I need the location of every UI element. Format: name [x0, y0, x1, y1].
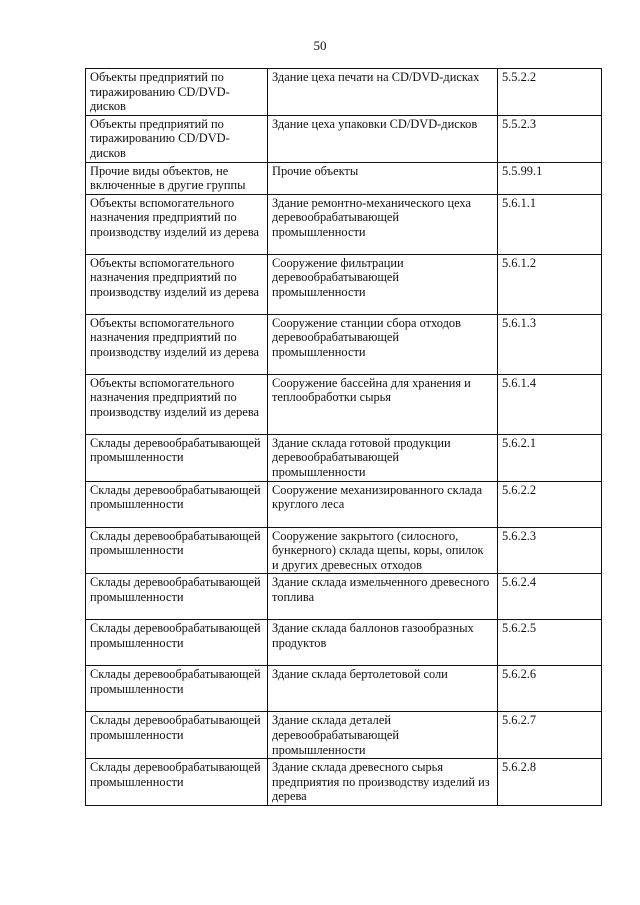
object-name-cell: Сооружение фильтрации деревообрабатывающей промышленности: [268, 254, 498, 314]
table-row: [86, 254, 602, 314]
object-name-cell: Сооружение бассейна для хранения и теплообработки сырья: [268, 374, 498, 434]
object-code-cell: 5.5.2.3: [498, 115, 602, 162]
classification-table: [85, 68, 602, 806]
object-group-cell: Объекты вспомогательного назначения предприятий по производству изделий из дерева: [86, 374, 268, 434]
object-group-cell: Склады деревообрабатывающей промышленности: [86, 666, 268, 712]
object-code-cell: 5.5.99.1: [498, 162, 602, 194]
table-row: [86, 620, 602, 666]
object-group-cell: Объекты вспомогательного назначения предприятий по производству изделий из дерева: [86, 194, 268, 254]
object-name-cell: Здание склада баллонов газообразных продуктов: [268, 620, 498, 666]
object-group-cell: Объекты предприятий по тиражированию CD/DVD-дисков: [86, 115, 268, 162]
object-code-cell: 5.6.2.5: [498, 620, 602, 666]
table-row: [86, 314, 602, 374]
object-group-cell: Прочие виды объектов, не включенные в другие группы: [86, 162, 268, 194]
table-body: [86, 69, 602, 806]
object-group-cell: Склады деревообрабатывающей промышленности: [86, 759, 268, 806]
object-group-cell: Склады деревообрабатывающей промышленности: [86, 712, 268, 759]
object-group-cell: Склады деревообрабатывающей промышленности: [86, 434, 268, 481]
table-row: [86, 194, 602, 254]
object-name-cell: Здание цеха упаковки CD/DVD-дисков: [268, 115, 498, 162]
object-name-cell: Здание склада бертолетовой соли: [268, 666, 498, 712]
object-code-cell: 5.5.2.2: [498, 69, 602, 116]
object-code-cell: 5.6.2.4: [498, 574, 602, 620]
table-row: [86, 115, 602, 162]
table-row: [86, 481, 602, 527]
object-name-cell: Сооружение механизированного склада круглого леса: [268, 481, 498, 527]
table-row: [86, 666, 602, 712]
object-group-cell: Объекты вспомогательного назначения предприятий по производству изделий из дерева: [86, 254, 268, 314]
object-name-cell: Здание склада готовой продукции деревообрабатывающей промышленности: [268, 434, 498, 481]
table-row: [86, 69, 602, 116]
object-name-cell: Здание склада древесного сырья предприятия по производству изделий из дерева: [268, 759, 498, 806]
table-row: [86, 759, 602, 806]
table-row: [86, 434, 602, 481]
object-group-cell: Склады деревообрабатывающей промышленности: [86, 481, 268, 527]
table-row: [86, 712, 602, 759]
object-code-cell: 5.6.2.2: [498, 481, 602, 527]
object-code-cell: 5.6.1.4: [498, 374, 602, 434]
object-code-cell: 5.6.1.3: [498, 314, 602, 374]
object-code-cell: 5.6.1.1: [498, 194, 602, 254]
object-name-cell: Прочие объекты: [268, 162, 498, 194]
object-name-cell: Здание цеха печати на CD/DVD-дисках: [268, 69, 498, 116]
object-code-cell: 5.6.1.2: [498, 254, 602, 314]
object-group-cell: Объекты предприятий по тиражированию CD/DVD-дисков: [86, 69, 268, 116]
table-row: [86, 574, 602, 620]
object-code-cell: 5.6.2.6: [498, 666, 602, 712]
object-group-cell: Объекты вспомогательного назначения предприятий по производству изделий из дерева: [86, 314, 268, 374]
page-number: 50: [313, 38, 327, 53]
object-name-cell: Сооружение станции сбора отходов деревообрабатывающей промышленности: [268, 314, 498, 374]
object-code-cell: 5.6.2.8: [498, 759, 602, 806]
object-name-cell: Сооружение закрытого (силосного, бункерного) склада щепы, коры, опилок и других древесных отходов: [268, 527, 498, 574]
table-row: [86, 527, 602, 574]
object-code-cell: 5.6.2.1: [498, 434, 602, 481]
object-group-cell: Склады деревообрабатывающей промышленности: [86, 620, 268, 666]
table-row: [86, 162, 602, 194]
table-row: [86, 374, 602, 434]
object-code-cell: 5.6.2.3: [498, 527, 602, 574]
object-code-cell: 5.6.2.7: [498, 712, 602, 759]
object-group-cell: Склады деревообрабатывающей промышленности: [86, 527, 268, 574]
object-name-cell: Здание ремонтно-механического цеха деревообрабатывающей промышленности: [268, 194, 498, 254]
object-group-cell: Склады деревообрабатывающей промышленности: [86, 574, 268, 620]
object-name-cell: Здание склада деталей деревообрабатывающей промышленности: [268, 712, 498, 759]
object-name-cell: Здание склада измельченного древесного топлива: [268, 574, 498, 620]
